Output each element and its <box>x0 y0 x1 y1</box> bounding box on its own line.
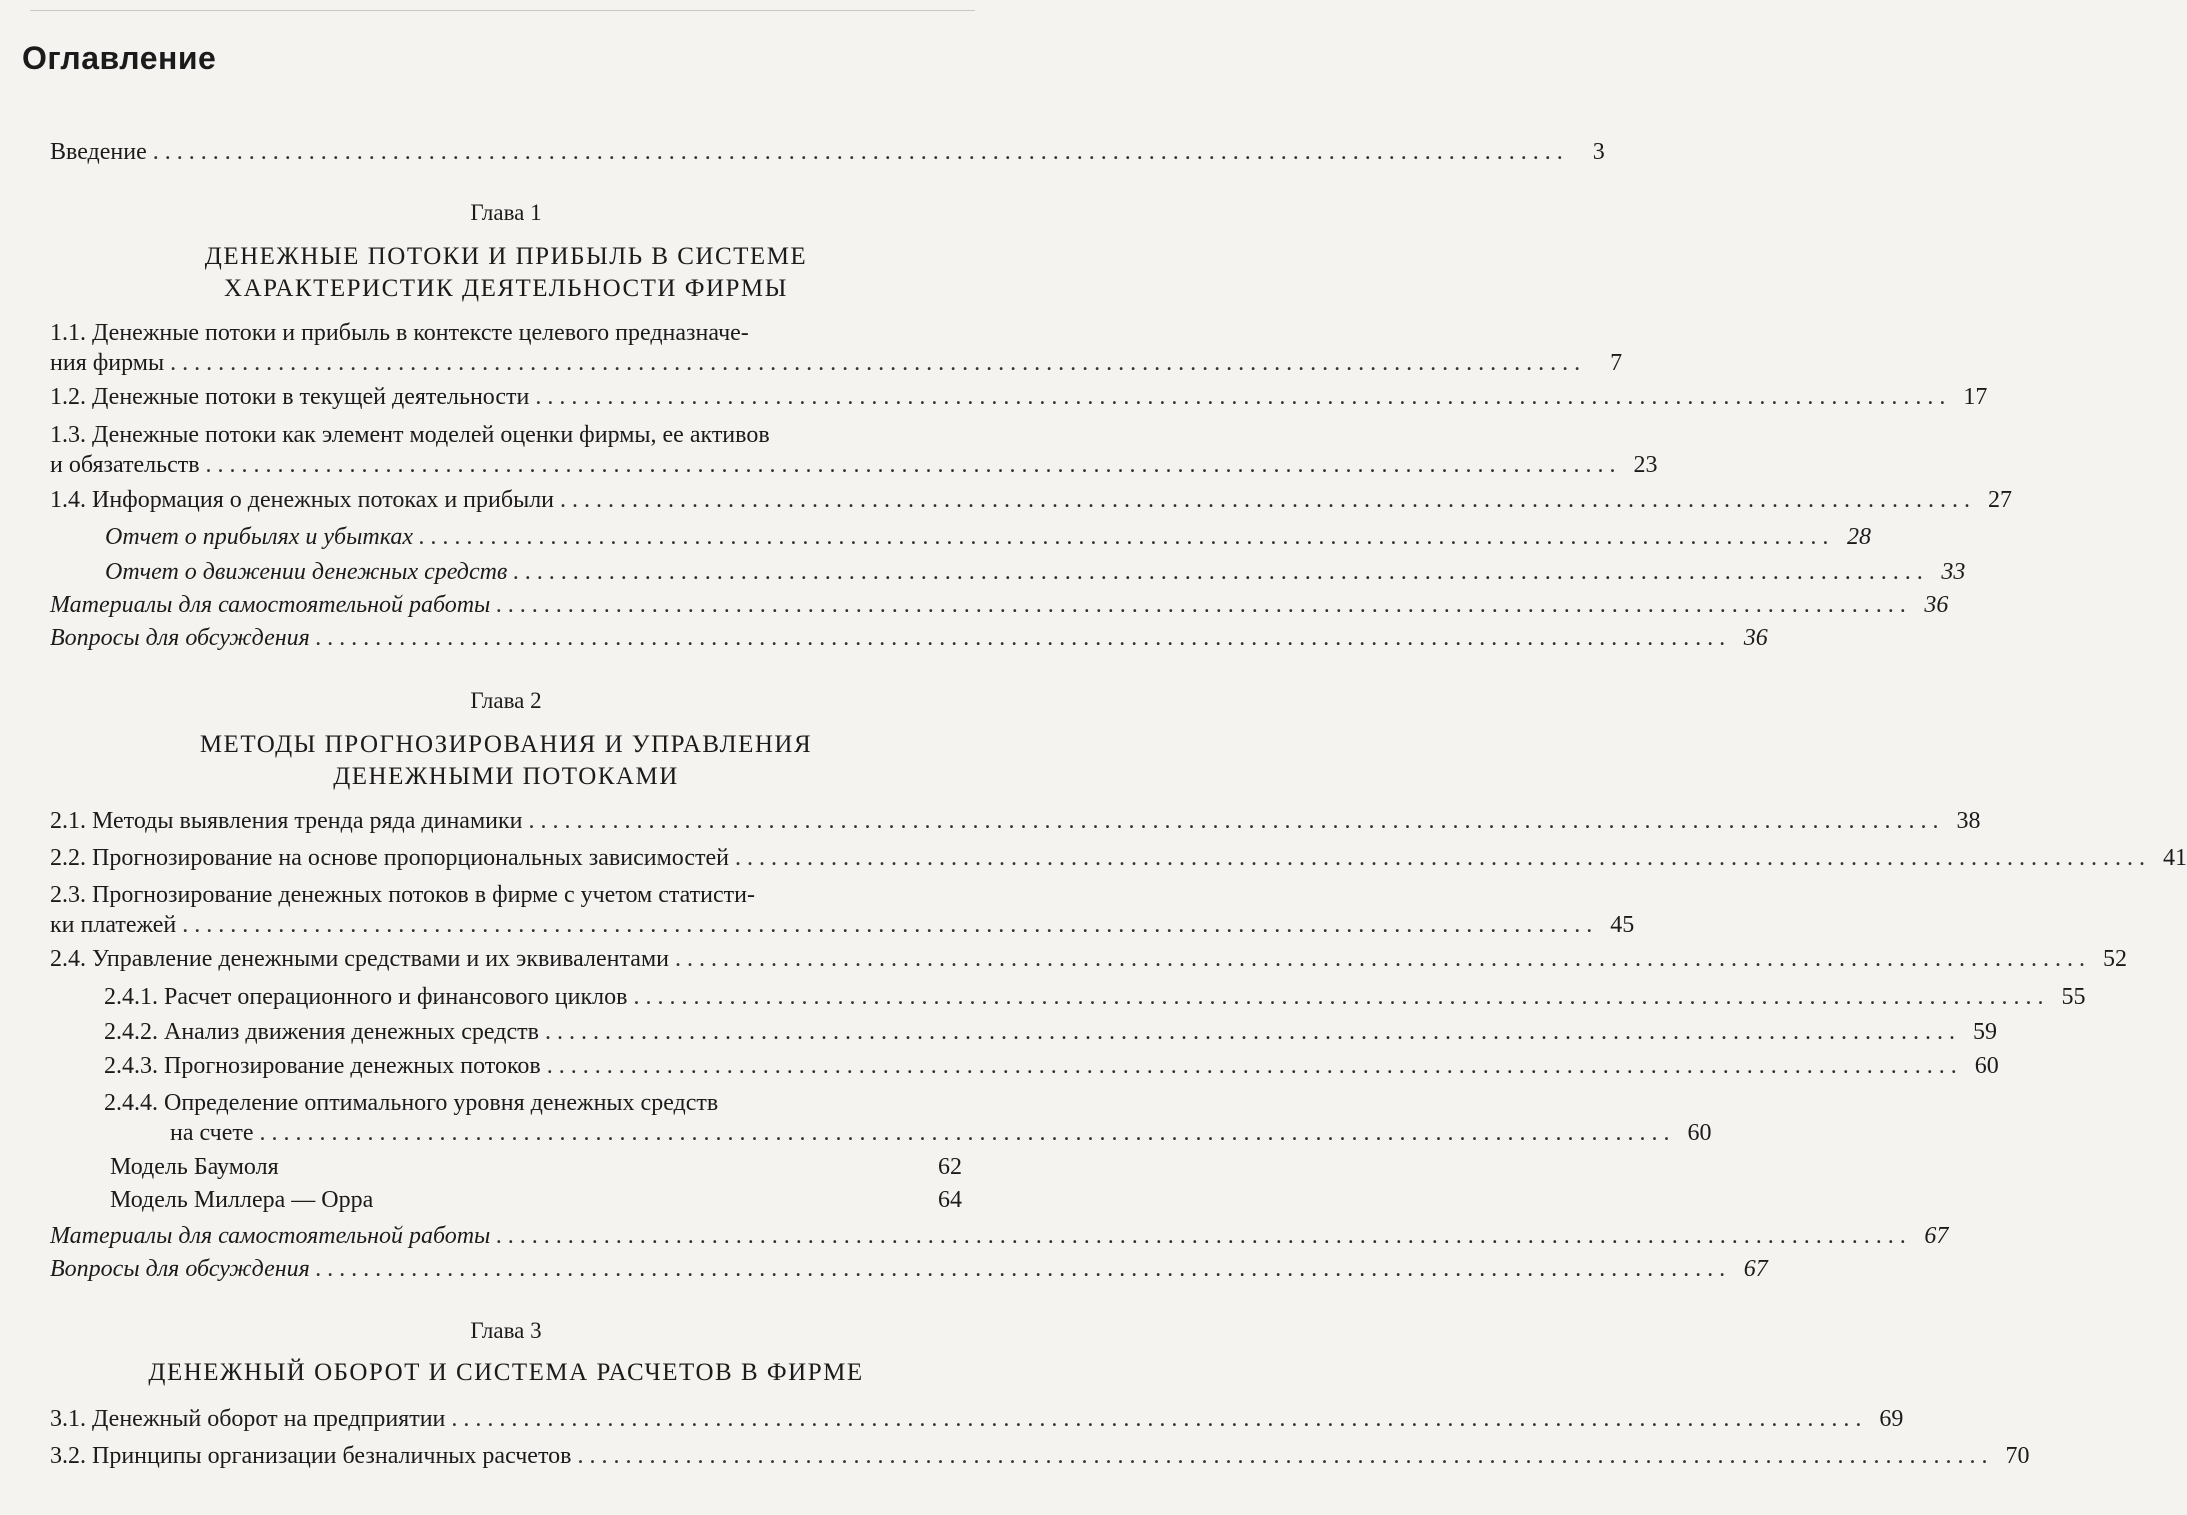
entry-label: Отчет о прибылях и убытках <box>105 524 413 550</box>
entry-label: 2.4.4. Определение оптимального уровня денежных средств <box>104 1090 719 1116</box>
leader-dots: ...................................................................................................................... <box>170 350 1587 376</box>
page-number: 67 <box>1924 1223 1949 1249</box>
leader-dots: ...................................................................................................................... <box>205 452 1622 478</box>
leader-dots: ...................................................................................................................... <box>633 984 2050 1010</box>
entry-label: Материалы для самостоятельной работы <box>50 592 491 618</box>
toc-entry-2-4-2[interactable] <box>104 1017 1997 1047</box>
page-title: Оглавление <box>22 40 217 76</box>
toc-entry-2-4-3[interactable] <box>104 1051 1999 1081</box>
chapter-2-title-line2: ДЕНЕЖНЫМИ ПОТОКАМИ <box>333 763 679 790</box>
toc-entry-2-4-4[interactable] <box>104 1088 1712 1148</box>
entry-label: 1.1. Денежные потоки и прибыль в контексте целевого предназначе- <box>50 320 749 346</box>
toc-entry-income-statement[interactable] <box>105 522 1871 552</box>
page-number: 69 <box>1879 1406 1904 1432</box>
entry-label-cont: на счете <box>170 1120 254 1146</box>
leader-dots: ...................................................................................................................... <box>544 1019 1961 1045</box>
chapter-1-label: Глава 1 <box>470 200 542 225</box>
leader-dots: ...................................................................................................................... <box>451 1406 1868 1432</box>
toc-entry-1-2[interactable] <box>50 382 1988 412</box>
page-number: 62 <box>938 1154 962 1180</box>
entry-label: 2.3. Прогнозирование денежных потоков в фирме с учетом статисти- <box>50 882 755 908</box>
leader-dots: ...................................................................................................................... <box>152 139 1569 165</box>
entry-label: 2.4.3. Прогнозирование денежных потоков <box>104 1053 541 1079</box>
leader-dots: ...................................................................................................................... <box>513 559 1930 585</box>
page-number: 55 <box>2061 984 2086 1010</box>
toc-entry-2-4-1[interactable] <box>104 982 2086 1012</box>
entry-label: 2.2. Прогнозирование на основе пропорциональных зависимостей <box>50 845 729 871</box>
page-number: 27 <box>1988 487 2013 513</box>
toc-entry-cash-flow-statement[interactable] <box>105 557 1966 587</box>
page-number: 64 <box>938 1187 962 1213</box>
toc-entry-1-4[interactable] <box>50 485 2013 515</box>
toc-entry-1-1[interactable] <box>50 318 1623 378</box>
entry-label: Отчет о движении денежных средств <box>105 559 508 585</box>
page-number: 33 <box>1941 559 1966 585</box>
entry-label: Модель Баумоля <box>110 1154 279 1180</box>
entry-label: 2.1. Методы выявления тренда ряда динамики <box>50 808 523 834</box>
top-rule <box>30 10 975 11</box>
page-number: 23 <box>1633 452 1658 478</box>
page-number: 36 <box>1743 625 1768 651</box>
leader-dots: ...................................................................................................................... <box>182 912 1599 938</box>
page-number: 36 <box>1924 592 1949 618</box>
entry-label: 2.4.2. Анализ движения денежных средств <box>104 1019 539 1045</box>
page-number: 45 <box>1610 912 1635 938</box>
toc-entry-2-1[interactable] <box>50 806 1981 836</box>
toc-entry-2-2[interactable] <box>50 843 2187 873</box>
toc-entry-baumol-model[interactable] <box>110 1152 962 1182</box>
entry-label: 3.2. Принципы организации безналичных расчетов <box>50 1443 572 1469</box>
page-number: 7 <box>1610 350 1623 376</box>
leader-dots: ...................................................................................................................... <box>734 845 2151 871</box>
chapter-1-title-line1: ДЕНЕЖНЫЕ ПОТОКИ И ПРИБЫЛЬ В СИСТЕМЕ <box>204 243 808 270</box>
toc-entry-miller-orr-model[interactable] <box>110 1185 962 1215</box>
entry-label: 1.4. Информация о денежных потоках и прибыли <box>50 487 555 513</box>
leader-dots: ...................................................................................................................... <box>577 1443 1994 1469</box>
leader-dots: ...................................................................................................................... <box>535 384 1952 410</box>
leader-dots: ...................................................................................................................... <box>546 1053 1963 1079</box>
chapter-3-title-line1: ДЕНЕЖНЫЙ ОБОРОТ И СИСТЕМА РАСЧЕТОВ В ФИРМЕ <box>148 1359 864 1386</box>
leader-dots: ...................................................................................................................... <box>560 487 1977 513</box>
leader-dots: ...................................................................................................................... <box>496 1223 1913 1249</box>
chapter-3-label: Глава 3 <box>470 1318 542 1343</box>
page-number: 17 <box>1963 384 1988 410</box>
page-number: 60 <box>1687 1120 1712 1146</box>
toc-entry-ch2-questions[interactable] <box>50 1254 1768 1284</box>
chapter-2-label: Глава 2 <box>470 688 542 713</box>
page-number: 41 <box>2162 845 2187 871</box>
toc-entry-3-1[interactable] <box>50 1404 1904 1434</box>
entry-label: 1.2. Денежные потоки в текущей деятельности <box>50 384 530 410</box>
toc-entry-ch1-materials[interactable] <box>50 590 1949 620</box>
entry-label: Вопросы для обсуждения <box>50 625 310 651</box>
toc-entry-3-2[interactable] <box>50 1441 2030 1471</box>
toc-entry-1-3[interactable] <box>50 420 1658 480</box>
entry-label: Вопросы для обсуждения <box>50 1256 310 1282</box>
leader-dots: ...................................................................................................................... <box>496 592 1913 618</box>
entry-label: Введение <box>50 139 147 165</box>
leader-dots: ...................................................................................................................... <box>315 1256 1732 1282</box>
leader-dots: ...................................................................................................................... <box>674 946 2091 972</box>
toc-entry-ch2-materials[interactable] <box>50 1221 1949 1251</box>
entry-label-cont: ния фирмы <box>50 350 165 376</box>
toc-entry-2-3[interactable] <box>50 880 1635 940</box>
toc-entry-2-4[interactable] <box>50 944 2127 974</box>
page-number: 59 <box>1972 1019 1997 1045</box>
entry-label: Материалы для самостоятельной работы <box>50 1223 491 1249</box>
entry-label: 3.1. Денежный оборот на предприятии <box>50 1406 446 1432</box>
leader-dots: ...................................................................................................................... <box>418 524 1835 550</box>
page-number: 52 <box>2102 946 2127 972</box>
entry-label: 2.4. Управление денежными средствами и их эквивалентами <box>50 946 669 972</box>
leader-dots: ...................................................................................................................... <box>528 808 1945 834</box>
page-number: 70 <box>2005 1443 2030 1469</box>
entry-label-cont: ки платежей <box>50 912 177 938</box>
entry-label-cont: и обязательств <box>50 452 200 478</box>
chapter-1-title-line2: ХАРАКТЕРИСТИК ДЕЯТЕЛЬНОСТИ ФИРМЫ <box>224 275 788 302</box>
leader-dots: ...................................................................................................................... <box>315 625 1732 651</box>
entry-label: 1.3. Денежные потоки как элемент моделей оценки фирмы, ее активов <box>50 422 770 448</box>
page-number: 3 <box>1592 139 1605 165</box>
toc-entry-intro[interactable] <box>50 137 1605 167</box>
page-number: 28 <box>1846 524 1871 550</box>
page-number: 67 <box>1743 1256 1768 1282</box>
chapter-2-title-line1: МЕТОДЫ ПРОГНОЗИРОВАНИЯ И УПРАВЛЕНИЯ <box>199 731 813 758</box>
leader-dots: ...................................................................................................................... <box>259 1120 1676 1146</box>
page-number: 38 <box>1956 808 1981 834</box>
page-number: 60 <box>1974 1053 1999 1079</box>
entry-label: 2.4.1. Расчет операционного и финансового циклов <box>104 984 628 1010</box>
toc-entry-ch1-questions[interactable] <box>50 623 1768 653</box>
entry-label: Модель Миллера — Орра <box>110 1187 374 1213</box>
